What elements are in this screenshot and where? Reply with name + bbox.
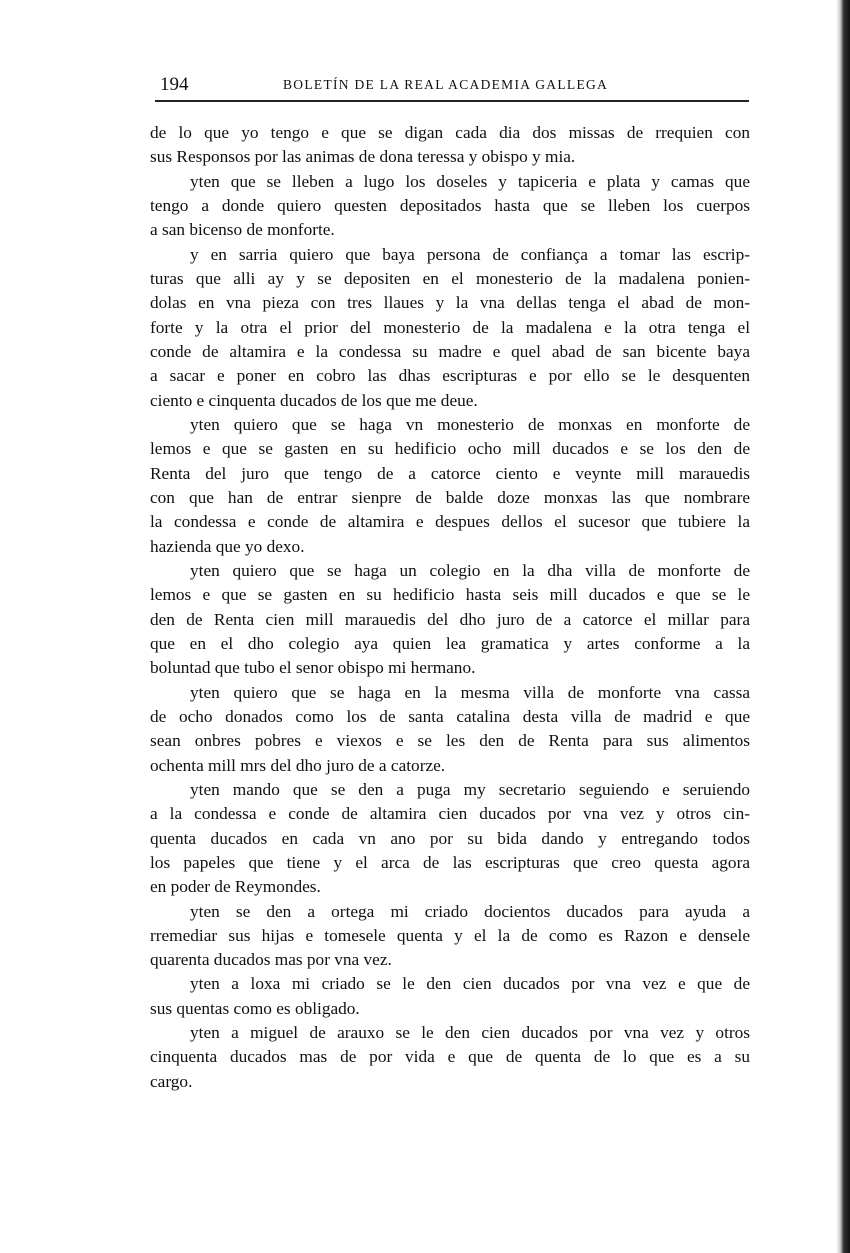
paragraph [150, 1021, 750, 1094]
running-header [155, 74, 749, 102]
text-line: de ocho donados como los de santa catalina desta villa de madrid e que [150, 706, 750, 726]
paragraph [150, 559, 750, 681]
text-line: dolas en vna pieza con tres llaues y la vna dellas tenga el abad de mon- [150, 293, 750, 313]
paragraph [150, 778, 750, 900]
text-line: a la condessa e conde de altamira cien ducados por vna vez y otros cin- [150, 804, 750, 824]
text-line: yten se den a ortega mi criado docientos ducados para ayuda a [190, 901, 750, 921]
text-line: de lo que yo tengo e que se digan cada dia dos missas de rrequien con [150, 123, 750, 142]
text-line: ciento e cinquenta ducados de los que me deue. [150, 390, 478, 410]
paragraph [150, 681, 750, 778]
text-line: quenta ducados en cada vn ano por su bida dando y entregando todos [150, 828, 750, 848]
paragraph [150, 170, 750, 243]
text-line: sus Responsos por las animas de dona teressa y obispo y mia. [150, 147, 576, 167]
text-line: en poder de Reymondes. [150, 877, 321, 897]
text-line: yten mando que se den a puga my secretario seguiendo e seruiendo [190, 779, 750, 799]
text-line: rremediar sus hijas e tomesele quenta y el la de como es Razon e densele [150, 925, 750, 945]
text-line: que en el dho colegio aya quien lea gramatica y artes conforme a la [150, 633, 750, 653]
text-line: yten a loxa mi criado se le den cien ducados por vna vez e que de [190, 974, 750, 994]
scan-edge-shadow [836, 0, 850, 1253]
text-line: yten quiero que se haga un colegio en la dha villa de monforte de [190, 560, 750, 580]
page-number: 194 [160, 74, 189, 95]
text-line: yten quiero que se haga vn monesterio de monxas en monforte de [190, 414, 750, 434]
text-line: sean onbres pobres e viexos e se les den de Renta para sus alimentos [150, 731, 750, 751]
text-line: con que han de entrar sienpre de balde doze monxas las que nombrare [150, 487, 750, 507]
text-line: tengo a donde quiero questen depositados hasta que se lleben los cuerpos [150, 195, 750, 215]
paragraph [150, 121, 750, 170]
text-line: cinquenta ducados mas de por vida e que de quenta de lo que es a su [150, 1047, 750, 1067]
text-line: a san bicenso de monforte. [150, 220, 335, 240]
text-line: turas que alli ay y se depositen en el monesterio de la madalena ponien- [150, 268, 750, 288]
text-line: la condessa e conde de altamira e despues dellos el sucesor que tubiere la [150, 512, 750, 532]
text-line: forte y la otra el prior del monesterio de la madalena e la otra tenga el [150, 317, 750, 337]
text-line: a sacar e poner en cobro las dhas escripturas e por ello se le desquenten [150, 366, 750, 386]
text-line: hazienda que yo dexo. [150, 536, 305, 556]
text-line: Renta del juro que tengo de a catorce ciento e veynte mill marauedis [150, 463, 750, 483]
paragraph [150, 900, 750, 973]
paragraph [150, 972, 750, 1021]
text-line: yten a miguel de arauxo se le den cien ducados por vna vez y otros [190, 1023, 750, 1043]
text-line: conde de altamira e la condessa su madre e quel abad de san bicente baya [150, 341, 750, 361]
paragraph [150, 413, 750, 559]
text-line: den de Renta cien mill marauedis del dho juro de a catorce el millar para [150, 609, 750, 629]
text-line: los papeles que tiene y el arca de las escripturas que creo questa agora [150, 852, 750, 872]
text-line: yten que se lleben a lugo los doseles y tapiceria e plata y camas que [190, 171, 750, 191]
text-line: boluntad que tubo el senor obispo mi hermano. [150, 658, 476, 678]
text-line: cargo. [150, 1071, 193, 1091]
text-line: y en sarria quiero que baya persona de confiança a tomar las escrip- [190, 244, 750, 264]
text-line: lemos e que se gasten en su hedificio ocho mill ducados e se los den de [150, 439, 750, 459]
page-body-text [150, 121, 750, 1094]
paragraph [150, 243, 750, 413]
text-line: sus quentas como es obligado. [150, 998, 360, 1018]
text-line: lemos e que se gasten en su hedificio hasta seis mill ducados e que se le [150, 585, 750, 605]
text-line: ochenta mill mrs del dho juro de a catorze. [150, 755, 446, 775]
text-line: yten quiero que se haga en la mesma villa de monforte vna cassa [190, 682, 750, 702]
text-line: quarenta ducados mas por vna vez. [150, 950, 392, 970]
running-title: BOLETÍN DE LA REAL ACADEMIA GALLEGA [283, 77, 609, 92]
